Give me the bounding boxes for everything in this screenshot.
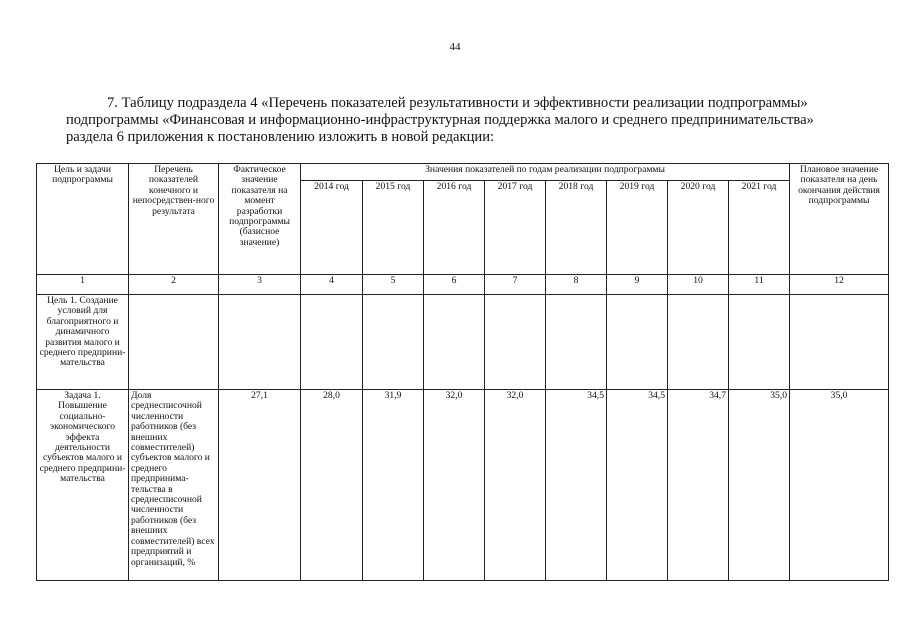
document-heading xyxy=(66,95,856,146)
header-indicators: Перечень показателей конечного и непосредствен-ного результата xyxy=(129,164,219,275)
empty-cell xyxy=(219,295,301,390)
empty-cell xyxy=(424,295,485,390)
header-goals: Цель и задачи подпрограммы xyxy=(37,164,129,275)
column-number: 7 xyxy=(485,275,546,295)
column-number: 10 xyxy=(668,275,729,295)
heading-line-2: подпрограммы «Финансовая и информационно-инфраструктурная поддержка малого и среднего предпринимательства» xyxy=(66,112,814,128)
empty-cell xyxy=(546,295,607,390)
heading-line-3: раздела 6 приложения к постановлению изложить в новой редакции: xyxy=(66,129,495,145)
planned-value: 35,0 xyxy=(790,390,889,581)
column-number: 9 xyxy=(607,275,668,295)
empty-cell xyxy=(790,295,889,390)
indicators-table xyxy=(36,163,889,581)
column-number: 5 xyxy=(363,275,424,295)
year-value: 35,0 xyxy=(729,390,790,581)
column-number: 3 xyxy=(219,275,301,295)
year-header: 2017 год xyxy=(485,181,546,275)
column-number: 8 xyxy=(546,275,607,295)
column-numbers-row xyxy=(37,275,889,295)
empty-cell xyxy=(301,295,363,390)
year-header: 2019 год xyxy=(607,181,668,275)
year-value: 34,5 xyxy=(546,390,607,581)
empty-cell xyxy=(729,295,790,390)
empty-cell xyxy=(485,295,546,390)
heading-line-1: 7. Таблицу подраздела 4 «Перечень показателей результативности и эффективности реализации подпрограммы» xyxy=(107,95,808,111)
goal-text: Цель 1. Создание условий для благоприятного и динамичного развития малого и среднего предприни-мательства xyxy=(37,295,129,390)
column-number: 12 xyxy=(790,275,889,295)
header-baseline: Фактическое значение показателя на момент разработки подпрограммы (базисное значение) xyxy=(219,164,301,275)
year-header: 2021 год xyxy=(729,181,790,275)
year-value: 34,5 xyxy=(607,390,668,581)
year-value: 32,0 xyxy=(485,390,546,581)
column-number: 11 xyxy=(729,275,790,295)
header-values-by-year: Значения показателей по годам реализации подпрограммы xyxy=(301,164,790,181)
year-header: 2014 год xyxy=(301,181,363,275)
column-number: 2 xyxy=(129,275,219,295)
empty-cell xyxy=(668,295,729,390)
column-number: 6 xyxy=(424,275,485,295)
year-header: 2015 год xyxy=(363,181,424,275)
task-row xyxy=(37,390,889,581)
year-header: 2020 год xyxy=(668,181,729,275)
year-value: 32,0 xyxy=(424,390,485,581)
empty-cell xyxy=(363,295,424,390)
page-number: 44 xyxy=(449,41,461,53)
column-number: 4 xyxy=(301,275,363,295)
year-header: 2018 год xyxy=(546,181,607,275)
year-value: 34,7 xyxy=(668,390,729,581)
empty-cell xyxy=(129,295,219,390)
goal-row xyxy=(37,295,889,390)
header-planned: Плановое значение показателя на день окончания действия подпрограммы xyxy=(790,164,889,275)
year-value: 31,9 xyxy=(363,390,424,581)
baseline-value: 27,1 xyxy=(219,390,301,581)
indicator-text: Доля среднесписочной численности работников (без внешних совместителей) субъектов малого и среднего предпринима-тельства в среднесписочной численности работников (без внешних совместителей) всех предприятий и организаций, % xyxy=(129,390,219,581)
task-text: Задача 1. Повышение социально-экономического эффекта деятельности субъектов малого и среднего предприни-мательства xyxy=(37,390,129,581)
empty-cell xyxy=(607,295,668,390)
column-number: 1 xyxy=(37,275,129,295)
year-value: 28,0 xyxy=(301,390,363,581)
header-row xyxy=(37,164,889,181)
year-header: 2016 год xyxy=(424,181,485,275)
